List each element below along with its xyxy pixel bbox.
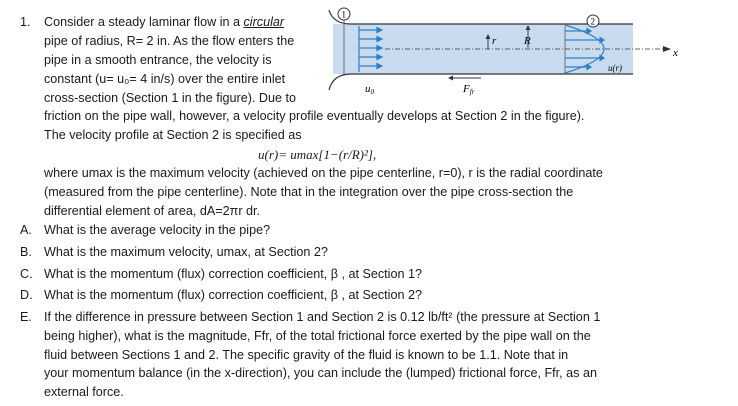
where-line-3: differential element of area, dA=2πr dr. [44, 204, 261, 218]
intro-line-1-text: Consider a steady laminar flow in a [44, 15, 240, 29]
intro-line-4: constant (u= u₀= 4 in/s) over the entire inlet [44, 72, 286, 86]
question-a-text: What is the average velocity in the pipe? [44, 223, 271, 237]
pipe-flow-figure [325, 6, 685, 98]
intro-line-7: The velocity profile at Section 2 is specified as [44, 128, 302, 142]
question-e-label: E. [20, 310, 32, 324]
R-label: R [524, 35, 531, 47]
intro-line-5: cross-section (Section 1 in the figure). Due to [44, 91, 296, 105]
intro-underlined-word: circular [243, 15, 285, 29]
friction-force-label [462, 83, 475, 96]
question-e-line-5: external force. [44, 385, 124, 399]
u0-symbol: u [365, 83, 371, 95]
u-of-r-label: u(r) [608, 63, 622, 73]
question-d-text: What is the momentum (flux) correction coefficient, β , at Section 2? [44, 288, 422, 302]
friction-force-symbol: F [463, 83, 470, 95]
problem-number: 1. [20, 15, 31, 29]
u0-label [365, 83, 375, 96]
pipe-entrance-wall-bottom [329, 74, 351, 90]
question-b-text: What is the maximum velocity, umax, at Section 2? [44, 245, 328, 259]
question-d-label: D. [20, 288, 33, 302]
question-e-line-1: If the difference in pressure between Section 1 and Section 2 is 0.12 lb/ft² (the pressure at Section 1 [44, 310, 601, 324]
question-e-line-2: being higher), what is the magnitude, Ffr, of the total frictional force exerted by the pipe wall on the [44, 329, 591, 343]
section-1-label: 1 [341, 9, 346, 20]
friction-arrowhead [448, 76, 453, 81]
velocity-profile-equation: u(r)= umax[1−(r/R)²], [258, 147, 377, 162]
question-e-line-4: your momentum balance (in the x-direction), you can include the (lumped) frictional force, Ffr, as an [44, 366, 597, 380]
intro-line-6: friction on the pipe wall, however, a velocity profile eventually develops at Section 2 in the figure). [44, 109, 585, 123]
intro-line-3: pipe in a smooth entrance, the velocity is [44, 53, 272, 67]
intro-line-2: pipe of radius, R= 2 in. As the flow enters the [44, 34, 295, 48]
x-axis-label: x [673, 47, 678, 59]
question-a-label: A. [20, 223, 32, 237]
u0-subscript: 0 [370, 88, 374, 96]
question-c-text: What is the momentum (flux) correction coefficient, β , at Section 1? [44, 267, 422, 281]
where-line-2: (measured from the pipe centerline). Note that in the integration over the pipe cross-section the [44, 185, 574, 199]
intro-line-1 [44, 13, 284, 32]
question-b-label: B. [20, 245, 32, 259]
x-axis-arrow [663, 46, 671, 52]
section-2-label: 2 [590, 16, 595, 27]
friction-force-subscript: fr [469, 88, 475, 96]
question-e-line-3: fluid between Sections 1 and 2. The specific gravity of the fluid is known to be 1.1. Note that in [44, 348, 569, 362]
question-c-label: C. [20, 267, 33, 281]
where-line-1: where umax is the maximum velocity (achieved on the pipe centerline, r=0), r is the radial coordinate [44, 166, 603, 180]
r-label: r [492, 35, 497, 47]
